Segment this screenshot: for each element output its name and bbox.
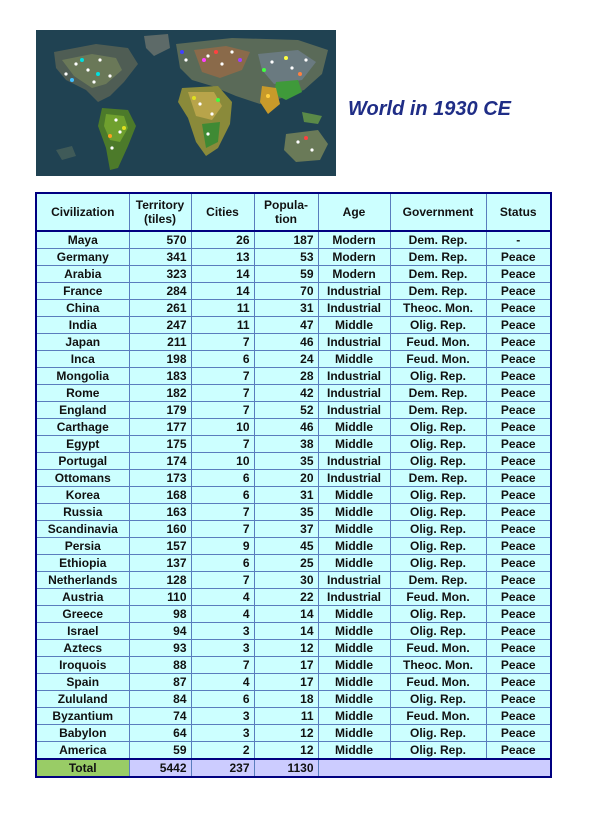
cell-status: Peace: [486, 402, 551, 419]
cell-status: Peace: [486, 436, 551, 453]
cell-cities: 4: [191, 606, 254, 623]
cell-territory: 182: [129, 385, 191, 402]
table-row: [36, 674, 551, 691]
cell-cities: 6: [191, 470, 254, 487]
cell-population: 35: [254, 453, 318, 470]
cell-age: Middle: [318, 640, 390, 657]
cell-population: 47: [254, 317, 318, 334]
cell-status: Peace: [486, 521, 551, 538]
cell-cities: 7: [191, 385, 254, 402]
cell-age: Modern: [318, 231, 390, 249]
table-row: [36, 231, 551, 249]
cell-civilization: France: [36, 283, 129, 300]
cell-territory: 88: [129, 657, 191, 674]
cell-civilization: America: [36, 742, 129, 760]
cell-cities: 7: [191, 436, 254, 453]
cell-government: Olig. Rep.: [390, 317, 486, 334]
cell-population: 12: [254, 742, 318, 760]
cell-territory: 98: [129, 606, 191, 623]
cell-territory: 110: [129, 589, 191, 606]
cell-status: Peace: [486, 572, 551, 589]
cell-population: 52: [254, 402, 318, 419]
cell-civilization: Rome: [36, 385, 129, 402]
cell-territory: 128: [129, 572, 191, 589]
cell-population: 12: [254, 725, 318, 742]
cell-age: Middle: [318, 521, 390, 538]
cell-cities: 6: [191, 555, 254, 572]
cell-population: 20: [254, 470, 318, 487]
cell-civilization: Ottomans: [36, 470, 129, 487]
cell-cities: 4: [191, 674, 254, 691]
cell-government: Olig. Rep.: [390, 606, 486, 623]
cell-territory: 93: [129, 640, 191, 657]
cell-government: Feud. Mon.: [390, 708, 486, 725]
cell-status: Peace: [486, 487, 551, 504]
table-row: [36, 691, 551, 708]
cell-civilization: Inca: [36, 351, 129, 368]
cell-civilization: Aztecs: [36, 640, 129, 657]
cell-territory: 163: [129, 504, 191, 521]
cell-population: 31: [254, 300, 318, 317]
cell-cities: 7: [191, 334, 254, 351]
cell-population: 70: [254, 283, 318, 300]
cell-territory: 284: [129, 283, 191, 300]
cell-status: Peace: [486, 640, 551, 657]
cell-population: 22: [254, 589, 318, 606]
cell-age: Industrial: [318, 453, 390, 470]
cell-population: 14: [254, 623, 318, 640]
cell-civilization: Egypt: [36, 436, 129, 453]
cell-territory: 94: [129, 623, 191, 640]
total-row: [36, 759, 551, 777]
cell-cities: 7: [191, 504, 254, 521]
total-empty: [318, 759, 551, 777]
cell-territory: 173: [129, 470, 191, 487]
cell-age: Middle: [318, 742, 390, 760]
cell-territory: 198: [129, 351, 191, 368]
cell-status: Peace: [486, 385, 551, 402]
cell-age: Middle: [318, 351, 390, 368]
table-row: [36, 334, 551, 351]
col-header-age: Age: [318, 193, 390, 231]
cell-government: Olig. Rep.: [390, 691, 486, 708]
table-row: [36, 317, 551, 334]
total-population: 1130: [254, 759, 318, 777]
cell-age: Middle: [318, 725, 390, 742]
cell-civilization: Russia: [36, 504, 129, 521]
cell-age: Industrial: [318, 402, 390, 419]
table-row: [36, 300, 551, 317]
cell-population: 30: [254, 572, 318, 589]
cell-status: Peace: [486, 300, 551, 317]
table-row: [36, 470, 551, 487]
cell-territory: 174: [129, 453, 191, 470]
cell-population: 17: [254, 674, 318, 691]
cell-age: Middle: [318, 606, 390, 623]
cell-cities: 4: [191, 589, 254, 606]
cell-civilization: Israel: [36, 623, 129, 640]
cell-government: Feud. Mon.: [390, 351, 486, 368]
cell-government: Olig. Rep.: [390, 436, 486, 453]
page-title: World in 1930 CE: [348, 98, 512, 120]
cell-territory: 157: [129, 538, 191, 555]
cell-age: Middle: [318, 555, 390, 572]
cell-status: Peace: [486, 266, 551, 283]
cell-population: 11: [254, 708, 318, 725]
cell-status: Peace: [486, 334, 551, 351]
cell-population: 42: [254, 385, 318, 402]
col-header-civilization: Civilization: [36, 193, 129, 231]
table-row: [36, 606, 551, 623]
cell-cities: 7: [191, 368, 254, 385]
cell-territory: 323: [129, 266, 191, 283]
cell-cities: 6: [191, 691, 254, 708]
cell-territory: 261: [129, 300, 191, 317]
cell-territory: 168: [129, 487, 191, 504]
cell-government: Olig. Rep.: [390, 538, 486, 555]
cell-cities: 13: [191, 249, 254, 266]
cell-civilization: Carthage: [36, 419, 129, 436]
cell-cities: 11: [191, 317, 254, 334]
table-row: [36, 555, 551, 572]
cell-government: Olig. Rep.: [390, 725, 486, 742]
cell-age: Middle: [318, 487, 390, 504]
cell-status: Peace: [486, 351, 551, 368]
table-row: [36, 708, 551, 725]
cell-territory: 175: [129, 436, 191, 453]
table-row: [36, 368, 551, 385]
table-body: [36, 231, 551, 759]
cell-civilization: Mongolia: [36, 368, 129, 385]
cell-age: Middle: [318, 708, 390, 725]
cell-population: 31: [254, 487, 318, 504]
table-row: [36, 640, 551, 657]
cell-population: 38: [254, 436, 318, 453]
cell-population: 17: [254, 657, 318, 674]
cell-age: Middle: [318, 657, 390, 674]
cell-civilization: Babylon: [36, 725, 129, 742]
cell-age: Industrial: [318, 334, 390, 351]
cell-civilization: Byzantium: [36, 708, 129, 725]
cell-population: 18: [254, 691, 318, 708]
cell-government: Olig. Rep.: [390, 453, 486, 470]
cell-cities: 7: [191, 572, 254, 589]
total-label: Total: [36, 759, 129, 777]
cell-age: Middle: [318, 504, 390, 521]
cell-age: Industrial: [318, 385, 390, 402]
table-row: [36, 657, 551, 674]
cell-government: Dem. Rep.: [390, 470, 486, 487]
cell-government: Olig. Rep.: [390, 419, 486, 436]
cell-age: Middle: [318, 419, 390, 436]
cell-government: Dem. Rep.: [390, 385, 486, 402]
cell-age: Industrial: [318, 589, 390, 606]
cell-territory: 137: [129, 555, 191, 572]
cell-territory: 341: [129, 249, 191, 266]
cell-population: 25: [254, 555, 318, 572]
table-row: [36, 402, 551, 419]
cell-cities: 3: [191, 708, 254, 725]
cell-government: Olig. Rep.: [390, 504, 486, 521]
cell-government: Feud. Mon.: [390, 334, 486, 351]
cell-population: 24: [254, 351, 318, 368]
cell-status: Peace: [486, 538, 551, 555]
cell-civilization: Spain: [36, 674, 129, 691]
cell-territory: 59: [129, 742, 191, 760]
cell-status: Peace: [486, 742, 551, 760]
cell-civilization: England: [36, 402, 129, 419]
cell-status: Peace: [486, 504, 551, 521]
table-row: [36, 504, 551, 521]
cell-population: 59: [254, 266, 318, 283]
cell-age: Middle: [318, 317, 390, 334]
table-row: [36, 283, 551, 300]
cell-government: Feud. Mon.: [390, 640, 486, 657]
table-row: [36, 487, 551, 504]
table-row: [36, 725, 551, 742]
cell-civilization: Austria: [36, 589, 129, 606]
cell-territory: 179: [129, 402, 191, 419]
col-header-territory: Territory (tiles): [129, 193, 191, 231]
cell-status: Peace: [486, 674, 551, 691]
cell-territory: 64: [129, 725, 191, 742]
table-row: [36, 351, 551, 368]
cell-population: 53: [254, 249, 318, 266]
cell-territory: 211: [129, 334, 191, 351]
cell-government: Dem. Rep.: [390, 572, 486, 589]
cell-cities: 11: [191, 300, 254, 317]
header-row: [36, 193, 551, 231]
cell-status: Peace: [486, 249, 551, 266]
cell-civilization: Zululand: [36, 691, 129, 708]
cell-population: 46: [254, 334, 318, 351]
cell-cities: 6: [191, 487, 254, 504]
cell-government: Olig. Rep.: [390, 521, 486, 538]
cell-civilization: China: [36, 300, 129, 317]
cell-cities: 6: [191, 351, 254, 368]
cell-cities: 7: [191, 402, 254, 419]
col-header-status: Status: [486, 193, 551, 231]
table-row: [36, 453, 551, 470]
table-row: [36, 436, 551, 453]
cell-status: Peace: [486, 657, 551, 674]
world-map-image: [36, 30, 336, 176]
cell-population: 35: [254, 504, 318, 521]
cell-population: 28: [254, 368, 318, 385]
col-header-population: Popula-tion: [254, 193, 318, 231]
cell-status: Peace: [486, 691, 551, 708]
cell-civilization: Korea: [36, 487, 129, 504]
cell-government: Dem. Rep.: [390, 283, 486, 300]
cell-age: Industrial: [318, 283, 390, 300]
cell-government: Feud. Mon.: [390, 674, 486, 691]
cell-age: Modern: [318, 266, 390, 283]
table-row: [36, 589, 551, 606]
cell-status: Peace: [486, 368, 551, 385]
cell-civilization: Portugal: [36, 453, 129, 470]
table-row: [36, 742, 551, 760]
cell-age: Modern: [318, 249, 390, 266]
cell-cities: 10: [191, 419, 254, 436]
cell-age: Industrial: [318, 470, 390, 487]
cell-population: 12: [254, 640, 318, 657]
cell-population: 14: [254, 606, 318, 623]
cell-cities: 3: [191, 725, 254, 742]
cell-government: Dem. Rep.: [390, 266, 486, 283]
cell-status: -: [486, 231, 551, 249]
cell-cities: 14: [191, 266, 254, 283]
cell-cities: 7: [191, 657, 254, 674]
cell-civilization: Ethiopia: [36, 555, 129, 572]
cell-territory: 247: [129, 317, 191, 334]
cell-civilization: Japan: [36, 334, 129, 351]
cell-territory: 87: [129, 674, 191, 691]
cell-age: Middle: [318, 691, 390, 708]
cell-civilization: India: [36, 317, 129, 334]
cell-status: Peace: [486, 725, 551, 742]
cell-government: Olig. Rep.: [390, 487, 486, 504]
cell-population: 37: [254, 521, 318, 538]
cell-government: Feud. Mon.: [390, 589, 486, 606]
cell-age: Middle: [318, 538, 390, 555]
table-row: [36, 572, 551, 589]
cell-territory: 84: [129, 691, 191, 708]
cell-age: Industrial: [318, 572, 390, 589]
cell-government: Olig. Rep.: [390, 555, 486, 572]
cell-status: Peace: [486, 606, 551, 623]
civilization-stats-table: [35, 192, 552, 778]
cell-status: Peace: [486, 419, 551, 436]
cell-territory: 183: [129, 368, 191, 385]
cell-cities: 3: [191, 640, 254, 657]
table-row: [36, 419, 551, 436]
cell-government: Dem. Rep.: [390, 231, 486, 249]
cell-age: Middle: [318, 436, 390, 453]
table-row: [36, 538, 551, 555]
cell-civilization: Scandinavia: [36, 521, 129, 538]
cell-status: Peace: [486, 555, 551, 572]
table-row: [36, 521, 551, 538]
cell-population: 187: [254, 231, 318, 249]
cell-civilization: Netherlands: [36, 572, 129, 589]
cell-civilization: Germany: [36, 249, 129, 266]
col-header-government: Government: [390, 193, 486, 231]
table-row: [36, 249, 551, 266]
cell-government: Olig. Rep.: [390, 368, 486, 385]
total-territory: 5442: [129, 759, 191, 777]
cell-age: Industrial: [318, 368, 390, 385]
cell-civilization: Arabia: [36, 266, 129, 283]
cell-status: Peace: [486, 623, 551, 640]
cell-territory: 570: [129, 231, 191, 249]
cell-cities: 9: [191, 538, 254, 555]
cell-civilization: Greece: [36, 606, 129, 623]
cell-status: Peace: [486, 317, 551, 334]
cell-status: Peace: [486, 589, 551, 606]
table-row: [36, 623, 551, 640]
cell-territory: 177: [129, 419, 191, 436]
cell-cities: 3: [191, 623, 254, 640]
cell-age: Industrial: [318, 300, 390, 317]
cell-status: Peace: [486, 470, 551, 487]
cell-cities: 10: [191, 453, 254, 470]
cell-population: 45: [254, 538, 318, 555]
table-row: [36, 385, 551, 402]
cell-government: Olig. Rep.: [390, 742, 486, 760]
cell-cities: 7: [191, 521, 254, 538]
cell-government: Theoc. Mon.: [390, 300, 486, 317]
cell-civilization: Persia: [36, 538, 129, 555]
cell-population: 46: [254, 419, 318, 436]
cell-age: Middle: [318, 674, 390, 691]
cell-cities: 14: [191, 283, 254, 300]
cell-territory: 160: [129, 521, 191, 538]
cell-government: Olig. Rep.: [390, 623, 486, 640]
cell-civilization: Iroquois: [36, 657, 129, 674]
cell-cities: 2: [191, 742, 254, 760]
cell-government: Dem. Rep.: [390, 402, 486, 419]
cell-status: Peace: [486, 708, 551, 725]
cell-age: Middle: [318, 623, 390, 640]
table-row: [36, 266, 551, 283]
total-cities: 237: [191, 759, 254, 777]
cell-cities: 26: [191, 231, 254, 249]
cell-civilization: Maya: [36, 231, 129, 249]
cell-territory: 74: [129, 708, 191, 725]
cell-status: Peace: [486, 283, 551, 300]
cell-status: Peace: [486, 453, 551, 470]
cell-government: Dem. Rep.: [390, 249, 486, 266]
cell-government: Theoc. Mon.: [390, 657, 486, 674]
col-header-cities: Cities: [191, 193, 254, 231]
